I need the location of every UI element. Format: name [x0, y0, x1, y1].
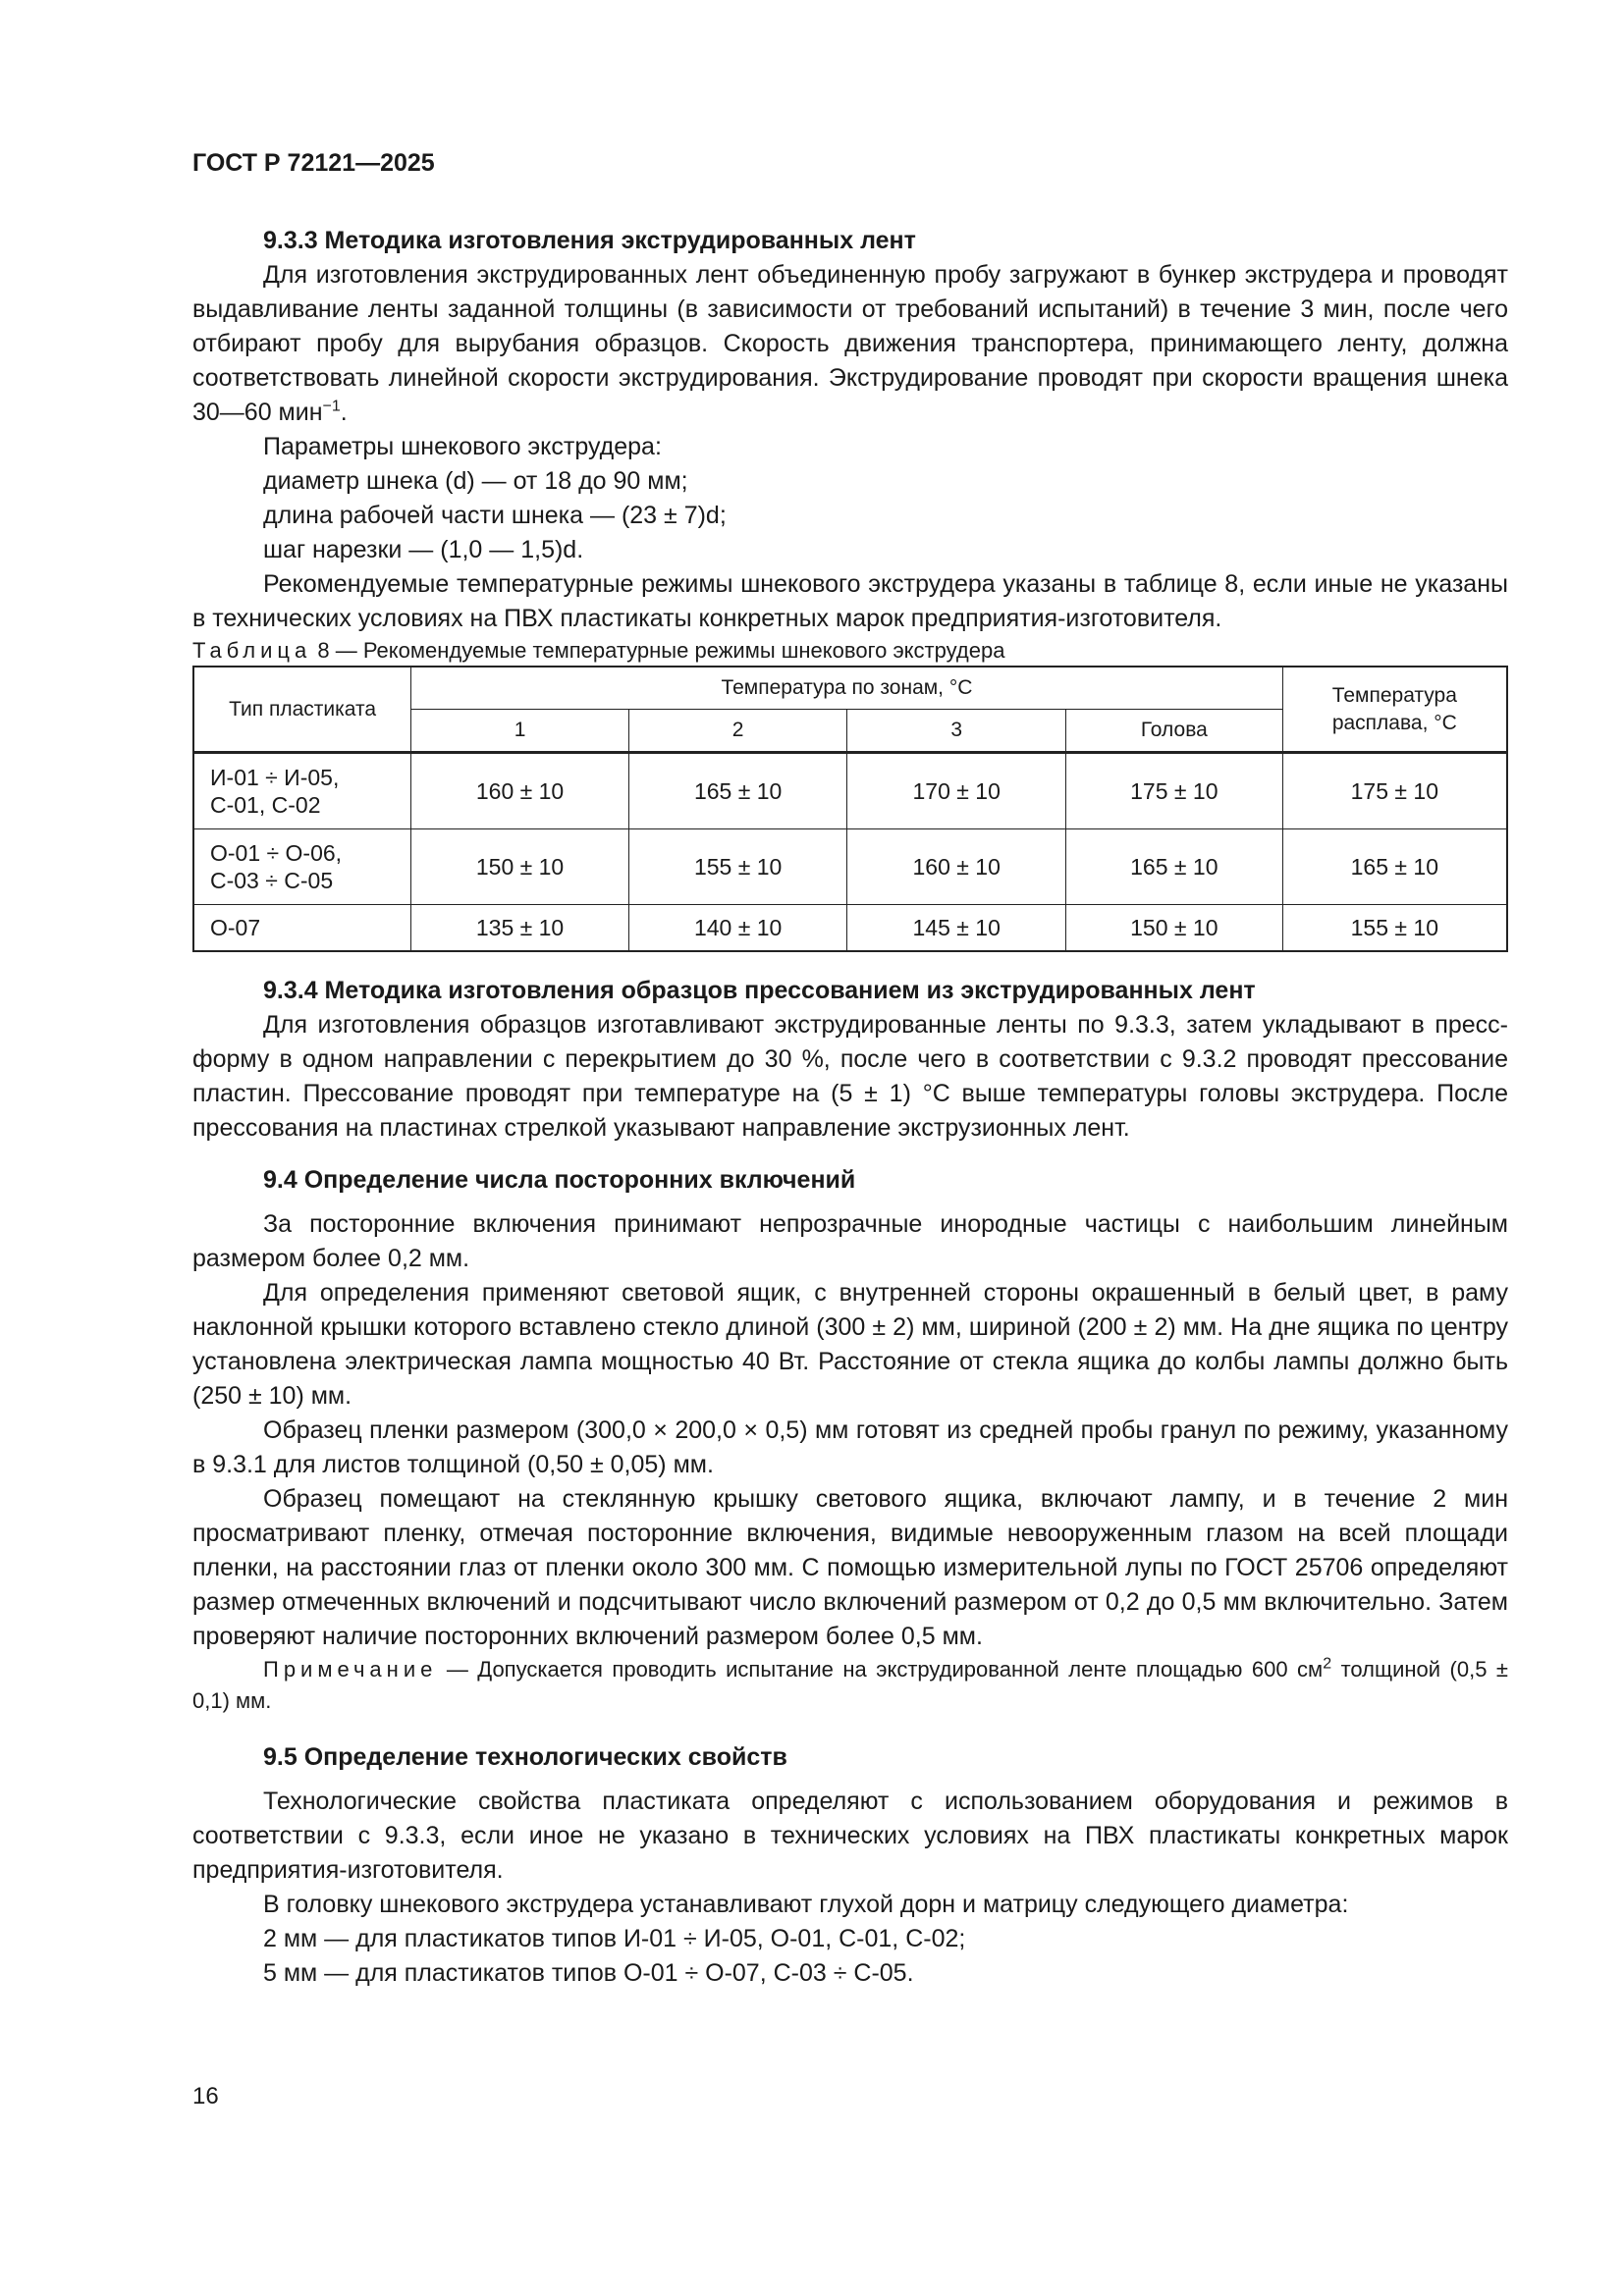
value-cell: 175 ± 10: [1066, 753, 1283, 829]
document-body: [192, 224, 1508, 1991]
table-8-caption: [192, 636, 1508, 666]
extruder-param-length: длина рабочей части шнека — (23 ± 7)d;: [263, 502, 727, 529]
value-cell: 160 ± 10: [847, 829, 1066, 905]
table-caption-label: Таблица: [192, 638, 312, 663]
column-header-melt: Температура расплава, °С: [1282, 667, 1507, 753]
note-text: — Допускается проводить испытание на экструдированной ленте площадью 600 см: [437, 1657, 1324, 1682]
value-cell: 150 ± 10: [411, 829, 629, 905]
value-cell: 145 ± 10: [847, 905, 1066, 952]
paragraph-text: Для изготовления экструдированных лент объединенную пробу загружают в бункер экструдера и проводят выдавливание ленты заданной толщины (в зависимости от требований испытаний) в течение 3 мин, после чего отбирают пробу для вырубания образцов. Скорость движения транспортера, принимающего ленту, должна соответствовать линейной скорости экструдирования. Экструдирование проводят при скорости вращения шнека 30—60 мин: [192, 261, 1508, 426]
table-row: [193, 905, 1507, 952]
type-line: И-01 ÷ И-05,: [210, 765, 340, 790]
value-cell: 155 ± 10: [1282, 905, 1507, 952]
superscript: −1: [322, 398, 341, 415]
type-cell: [193, 753, 411, 829]
value-cell: 165 ± 10: [1282, 829, 1507, 905]
section-9-3-3-paragraph-2: Рекомендуемые температурные режимы шнекового экструдера указаны в таблице 8, если иные не указаны в технических условиях на ПВХ пластикаты конкретных марок предприятия-изготовителя.: [192, 570, 1508, 632]
page-number: 16: [192, 2083, 219, 2109]
section-9-5-paragraph-1: Технологические свойства пластиката определяют с использованием оборудования и режимов в соответствии с 9.3.3, если иное не указано в технических условиях на ПВХ пластикаты конкретных марок предприятия-изготовителя.: [192, 1788, 1508, 1884]
section-9-3-3-heading: 9.3.3 Методика изготовления экструдированных лент: [263, 227, 916, 254]
zone-header: 3: [847, 710, 1066, 753]
document-header: ГОСТ Р 72121—2025: [192, 149, 435, 177]
paragraph-end: .: [340, 399, 348, 426]
section-9-4-paragraph-4: Образец помещают на стеклянную крышку светового ящика, включают лампу, и в течение 2 мин просматривают пленку, отмечая посторонние включения, видимые невооруженным глазом на всей площади пленки, на расстоянии глаз от пленки около 300 мм. С помощью измерительной лупы по ГОСТ 25706 определяют размер отмеченных включений и подсчитывают число включений размером от 0,2 до 0,5 мм включительно. Затем проверяют наличие посторонних включений размером более 0,5 мм.: [192, 1485, 1508, 1650]
value-cell: 135 ± 10: [411, 905, 629, 952]
section-9-5-heading: 9.5 Определение технологических свойств: [263, 1743, 787, 1771]
type-line: С-03 ÷ С-05: [210, 868, 334, 893]
section-9-5-paragraph-3: 2 мм — для пластикатов типов И-01 ÷ И-05, О-01, С-01, С-02;: [263, 1925, 966, 1952]
column-header-type: Тип пластиката: [193, 667, 411, 753]
value-cell: 175 ± 10: [1282, 753, 1507, 829]
column-header-zones: Температура по зонам, °С: [411, 667, 1282, 710]
type-line: С-01, С-02: [210, 792, 321, 818]
extruder-param-diameter: диаметр шнека (d) — от 18 до 90 мм;: [263, 467, 688, 495]
type-cell: О-07: [193, 905, 411, 952]
section-9-4-note: [192, 1654, 1508, 1717]
extruder-param-pitch: шаг нарезки — (1,0 — 1,5)d.: [263, 536, 584, 563]
section-9-3-3-paragraph-1: [192, 258, 1508, 430]
value-cell: 160 ± 10: [411, 753, 629, 829]
value-cell: 155 ± 10: [628, 829, 847, 905]
value-cell: 170 ± 10: [847, 753, 1066, 829]
section-9-5-paragraph-2: В головку шнекового экструдера устанавливают глухой дорн и матрицу следующего диаметра:: [263, 1891, 1349, 1918]
zone-header: 2: [628, 710, 847, 753]
type-line: О-01 ÷ О-06,: [210, 840, 343, 866]
value-cell: 140 ± 10: [628, 905, 847, 952]
value-cell: 165 ± 10: [628, 753, 847, 829]
note-end: толщиной (0,5 ± 0,1) мм.: [192, 1657, 1508, 1713]
section-9-3-4-heading: 9.3.4 Методика изготовления образцов прессованием из экструдированных лент: [263, 977, 1256, 1004]
table-row: [193, 753, 1507, 829]
type-cell: [193, 829, 411, 905]
section-9-4-paragraph-3: Образец пленки размером (300,0 × 200,0 × 0,5) мм готовят из средней пробы гранул по режиму, указанному в 9.3.1 для листов толщиной (0,50 ± 0,05) мм.: [192, 1416, 1508, 1478]
zone-header: Голова: [1066, 710, 1283, 753]
table-8: [192, 666, 1508, 952]
section-9-5-paragraph-4: 5 мм — для пластикатов типов О-01 ÷ О-07, С-03 ÷ С-05.: [263, 1959, 914, 1987]
note-label: Примечание: [263, 1657, 438, 1682]
extruder-params-title: Параметры шнекового экструдера:: [263, 433, 662, 460]
table-row: [193, 829, 1507, 905]
section-9-4-heading: 9.4 Определение числа посторонних включений: [263, 1166, 856, 1194]
section-9-4-paragraph-2: Для определения применяют световой ящик, с внутренней стороны окрашенный в белый цвет, в раму наклонной крышки которого вставлено стекло длиной (300 ± 2) мм, шириной (200 ± 2) мм. На дне ящика по центру установлена электрическая лампа мощностью 40 Вт. Расстояние от стекла ящика до колбы лампы должно быть (250 ± 10) мм.: [192, 1279, 1508, 1410]
zone-header: 1: [411, 710, 629, 753]
value-cell: 165 ± 10: [1066, 829, 1283, 905]
value-cell: 150 ± 10: [1066, 905, 1283, 952]
section-9-3-4-paragraph: Для изготовления образцов изготавливают экструдированные ленты по 9.3.3, затем укладывают в пресс-форму в одном направлении с перекрытием до 30 %, после чего в соответствии с 9.3.2 проводят прессование пластин. Прессование проводят при температуре на (5 ± 1) °С выше температуры головы экструдера. После прессования на пластинах стрелкой указывают направление экструзионных лент.: [192, 1011, 1508, 1142]
superscript: 2: [1323, 1655, 1332, 1673]
table-caption-text: 8 — Рекомендуемые температурные режимы шнекового экструдера: [317, 638, 1005, 663]
section-9-4-paragraph-1: За посторонние включения принимают непрозрачные инородные частицы с наибольшим линейным размером более 0,2 мм.: [192, 1210, 1508, 1272]
